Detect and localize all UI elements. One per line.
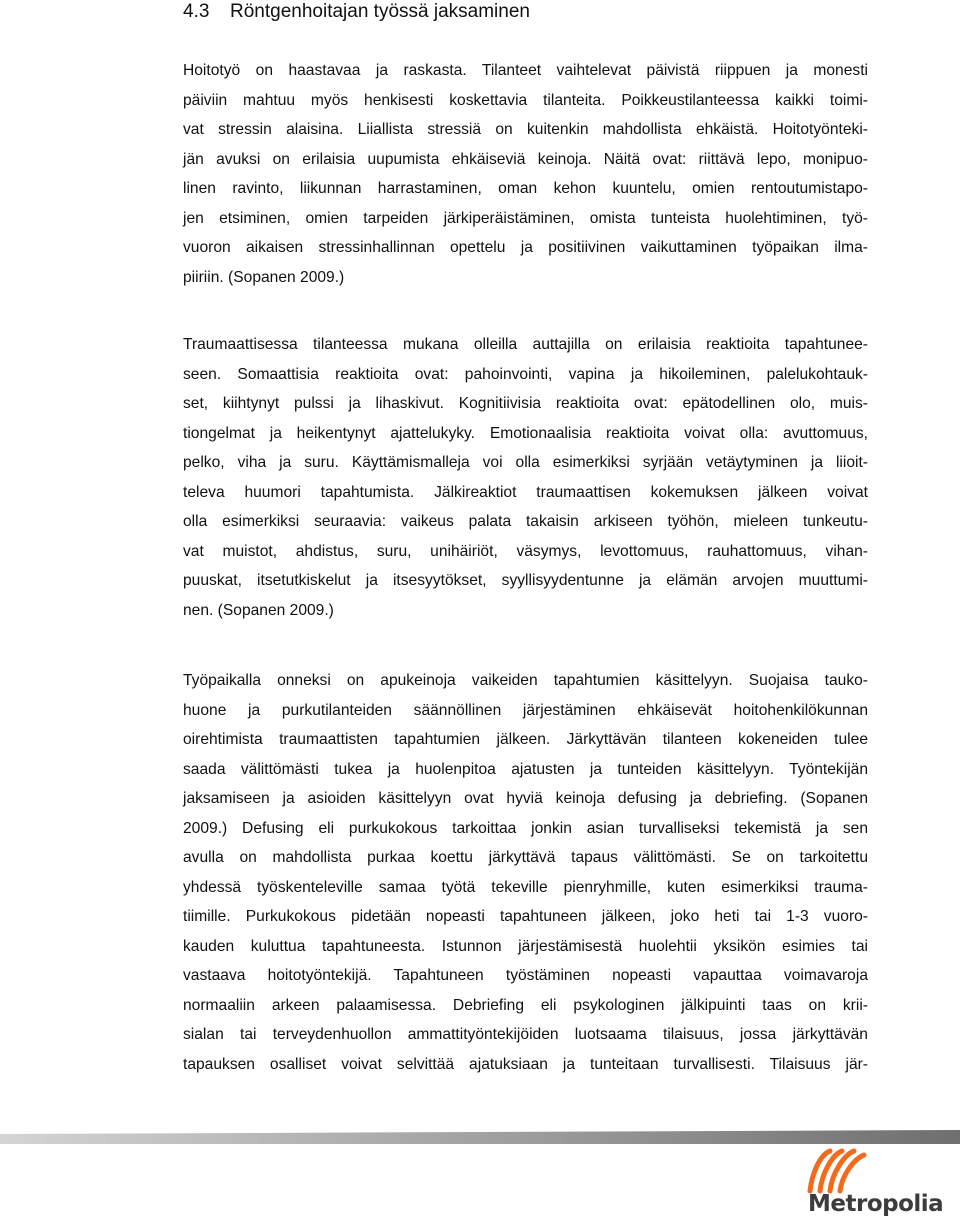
text-line: kauden kuluttua tapahtuneesta. Istunnon järjestämisestä huolehtii yksikön esimies tai	[183, 937, 868, 955]
text-line: Traumaattisessa tilanteessa mukana olleilla auttajilla on erilaisia reaktioita tapahtunee-	[183, 336, 868, 353]
text-line: pelko, viha ja suru. Käyttämismalleja voi olla esimerkiksi syrjään vetäytyminen ja liioit-	[183, 454, 868, 471]
text-line: linen ravinto, liikunnan harrastaminen, oman kehon kuuntelu, omien rentoutumistapo-	[183, 180, 868, 197]
text-line: seen. Somaattisia reaktioita ovat: pahoinvointi, vapina ja hikoileminen, palelukohtauk-	[183, 365, 868, 383]
text-line: tapauksen osalliset voivat selvittää ajatuksiaan ja tunteitaan turvallisesti. Tilaisuus jär-	[183, 1055, 868, 1073]
text-line: yhdessä työskenteleville samaa työtä tekeville pienryhmille, kuten esimerkiksi trauma-	[183, 878, 868, 896]
section-heading	[183, 0, 530, 24]
section-title: Röntgenhoitajan työssä jaksaminen	[230, 1, 530, 22]
text-line: set, kiihtynyt pulssi ja lihaskivut. Kognitiivisia reaktioita ovat: epätodellinen olo, muis-	[183, 395, 868, 412]
paragraph-coping	[183, 56, 868, 292]
text-line: Työpaikalla onneksi on apukeinoja vaikeiden tapahtumien käsittelyyn. Suojaisa tauko-	[183, 672, 868, 689]
section-number: 4.3	[183, 1, 210, 22]
text-line: jän avuksi on erilaisia uupumista ehkäiseviä keinoja. Näitä ovat: riittävä lepo, monipuo-	[183, 150, 868, 168]
text-line: nen. (Sopanen 2009.)	[183, 601, 334, 619]
text-line: huone ja purkutilanteiden säännöllinen järjestäminen ehkäisevät hoitohenkilökunnan	[183, 701, 868, 719]
text-line: jen etsiminen, omien tarpeiden järkiperäistäminen, omista tunteista huolehtiminen, työ-	[183, 209, 868, 227]
text-line: tiimille. Purkukokous pidetään nopeasti tapahtuneen jälkeen, joko heti tai 1-3 vuoro-	[183, 908, 868, 925]
text-line: oirehtimista traumaattisten tapahtumien jälkeen. Järkyttävän tilanteen kokeneiden tulee	[183, 731, 868, 748]
text-line: saada välittömästi tukea ja huolenpitoa ajatusten ja tunteiden käsittelyyn. Työntekijän	[183, 760, 868, 778]
text-line: vat muistot, ahdistus, suru, unihäiriöt, väsymys, levottomuus, rauhattomuus, vihan-	[183, 542, 868, 560]
text-line: televa huumori tapahtumista. Jälkireaktiot traumaattisen kokemuksen jälkeen voivat	[183, 483, 868, 501]
text-line: normaaliin arkeen palaamisessa. Debriefing eli psykologinen jälkipuinti taas on krii-	[183, 996, 868, 1014]
text-line: avulla on mahdollista purkaa koettu järkyttävä tapaus välittömästi. Se on tarkoitettu	[183, 849, 868, 866]
text-line: päiviin mahtuu myös henkisesti koskettavia tilanteita. Poikkeustilanteessa kaikki toimi-	[183, 91, 868, 109]
paragraph-trauma-reactions	[183, 330, 868, 625]
metropolia-logo	[780, 1145, 955, 1220]
text-line: puuskat, itsetutkiskelut ja itsesyytökset, syyllisyydentunne ja elämän arvojen muuttumi-	[183, 572, 868, 589]
paragraph-workplace-support	[183, 666, 868, 1079]
text-line: jaksamiseen ja asioiden käsittelyyn ovat hyviä keinoja defusing ja debriefing. (Sopanen	[183, 790, 868, 807]
text-line: olla esimerkiksi seuraavia: vaikeus palata takaisin arkiseen työhön, mieleen tunkeutu-	[183, 513, 868, 530]
text-line: vastaava hoitotyöntekijä. Tapahtuneen työstäminen nopeasti vapauttaa voimavaroja	[183, 967, 868, 984]
text-line: piiriin. (Sopanen 2009.)	[183, 268, 345, 286]
text-line: sialan tai terveydenhuollon ammattityöntekijöiden luotsaama tilaisuus, jossa järkyttävän	[183, 1026, 868, 1043]
logo-mark-icon	[780, 1145, 955, 1195]
text-line: vuoron aikaisen stressinhallinnan opettelu ja positiivinen vaikuttaminen työpaikan ilma-	[183, 239, 868, 256]
text-line: Hoitotyö on haastavaa ja raskasta. Tilanteet vaihtelevat päivistä riippuen ja monesti	[183, 62, 868, 79]
footer-band	[0, 1130, 960, 1144]
logo-text: Metropolia	[808, 1191, 944, 1217]
text-line: vat stressin alaisina. Liiallista stressiä on kuitenkin mahdollista ehkäistä. Hoitotyönteki-	[183, 121, 868, 138]
text-line: 2009.) Defusing eli purkukokous tarkoittaa jonkin asian turvalliseksi tekemistä ja sen	[183, 819, 868, 837]
text-line: tiongelmat ja heikentynyt ajattelukyky. Emotionaalisia reaktioita voivat olla: avuttomuus,	[183, 424, 868, 442]
